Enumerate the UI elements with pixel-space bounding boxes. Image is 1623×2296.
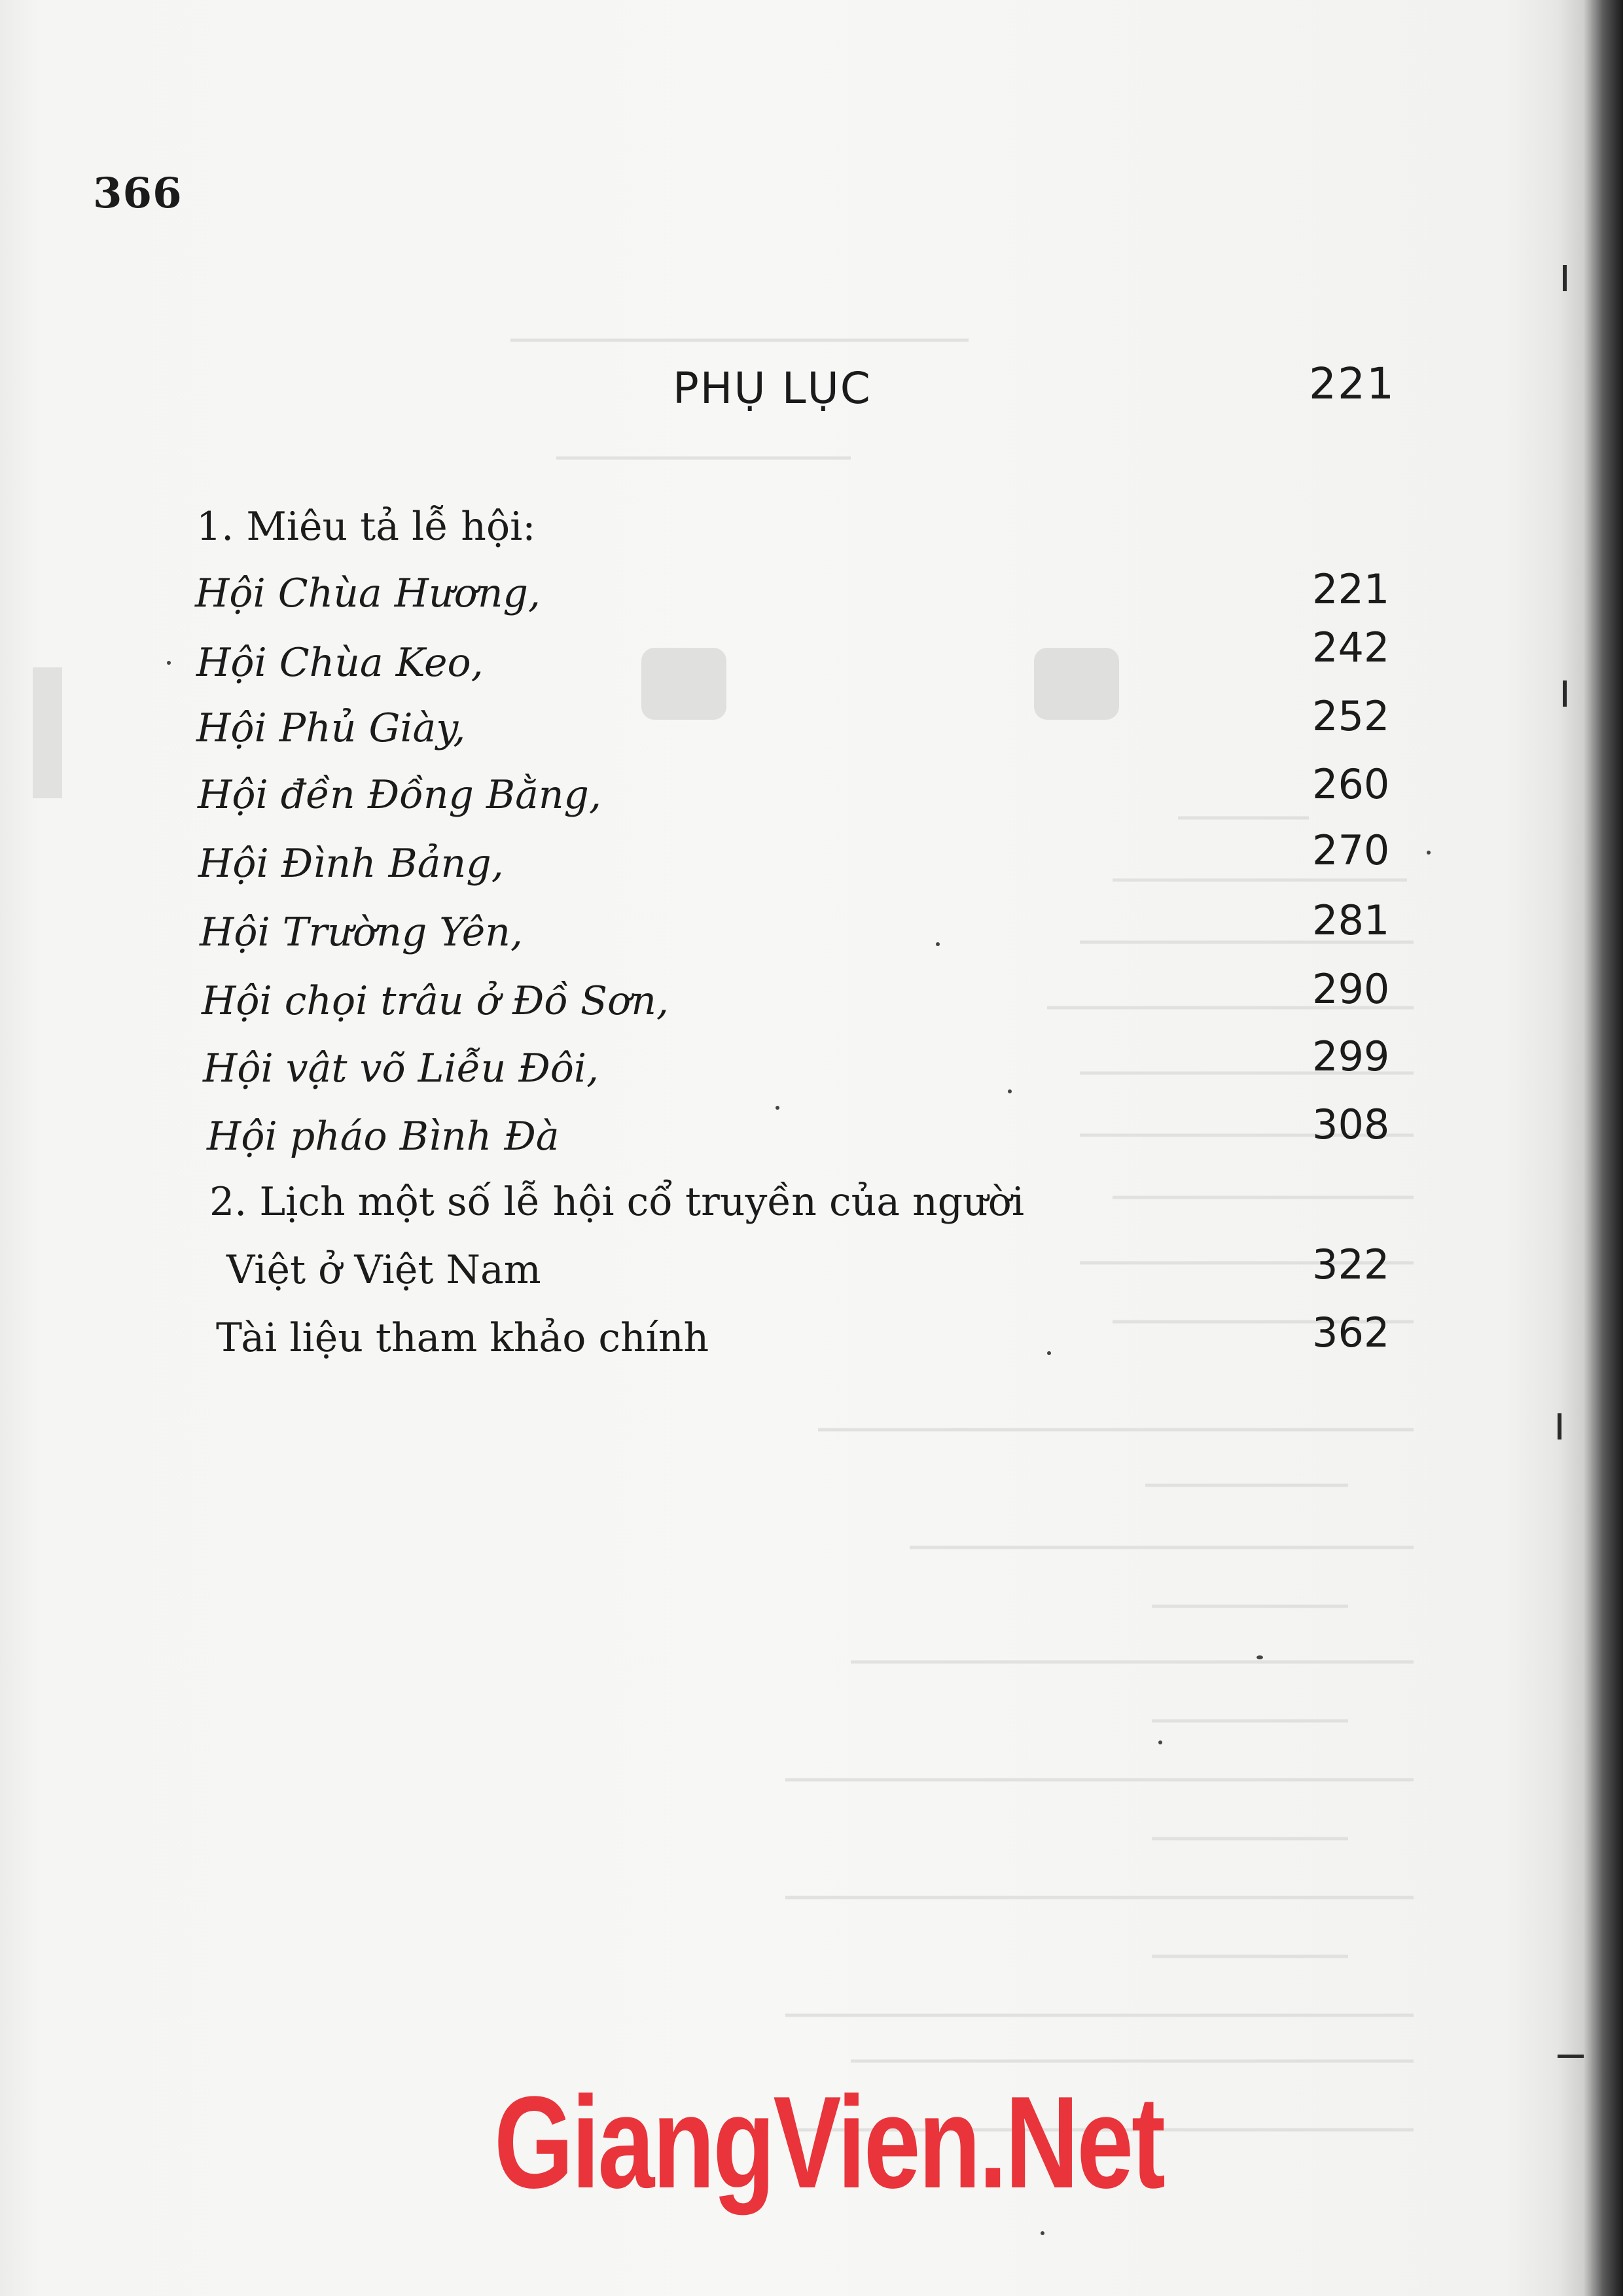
binding-edge-mark — [1558, 2055, 1584, 2058]
toc-entry-page: 322 — [1312, 1241, 1390, 1288]
toc-entry-label: Hội Chùa Keo, — [196, 640, 484, 686]
toc-entry-page: 362 — [1312, 1309, 1390, 1356]
binding-edge-mark — [1563, 265, 1567, 291]
toc-entry — [0, 826, 1623, 900]
toc-entry-label: Tài liệu tham khảo chính — [216, 1315, 709, 1361]
toc-entry — [0, 692, 1623, 764]
toc-entry-label: Việt ở Việt Nam — [226, 1247, 541, 1293]
page-number: 366 — [93, 169, 183, 218]
binding-edge-mark — [1558, 1413, 1561, 1439]
toc-entry — [0, 1179, 1623, 1238]
toc-entry-page: 308 — [1312, 1101, 1390, 1148]
toc-entry-page: 221 — [1312, 565, 1390, 613]
toc-entry-label: Hội Phủ Giày, — [196, 705, 466, 751]
toc-entry — [0, 624, 1623, 699]
toc-entry-label: Hội đền Đồng Bằng, — [198, 772, 601, 818]
toc-entry — [0, 1033, 1623, 1104]
toc-entry — [0, 760, 1623, 831]
appendix-heading: PHỤ LỤC — [673, 363, 872, 414]
toc-entry — [0, 1241, 1623, 1306]
toc-entry — [0, 565, 1623, 629]
toc-entry-label: Hội chọi trâu ở Đồ Sơn, — [202, 978, 669, 1024]
toc-entry-label: 1. Miêu tả lễ hội: — [196, 504, 536, 550]
toc-entry-label: Hội Chùa Hương, — [195, 571, 541, 616]
toc-entry — [0, 896, 1623, 968]
toc-entry-label: Hội Đình Bảng, — [198, 841, 504, 887]
toc-entry-page: 290 — [1312, 965, 1390, 1013]
toc-entry-page: 281 — [1312, 896, 1390, 944]
toc-entry-page: 270 — [1312, 826, 1390, 874]
toc-entry-label: 2. Lịch một số lễ hội cổ truyền của người — [209, 1179, 1025, 1225]
toc-entry — [0, 965, 1623, 1037]
toc-entry-label: Hội pháo Bình Đà — [207, 1114, 560, 1159]
toc-entry-page: 242 — [1312, 624, 1390, 671]
appendix-page-number: 221 — [1309, 359, 1395, 409]
toc-entry — [0, 504, 1623, 563]
toc-entry-page: 260 — [1312, 760, 1390, 808]
toc-entry-label: Hội vật võ Liễu Đôi, — [203, 1046, 599, 1091]
toc-entry-page: 252 — [1312, 692, 1390, 740]
toc-entry-page: 299 — [1312, 1033, 1390, 1080]
toc-entry — [0, 1309, 1623, 1374]
toc-entry — [0, 1101, 1623, 1173]
toc-entry-label: Hội Trường Yên, — [200, 910, 523, 955]
watermark-logo: GiangVien.Net — [494, 2070, 1164, 2216]
